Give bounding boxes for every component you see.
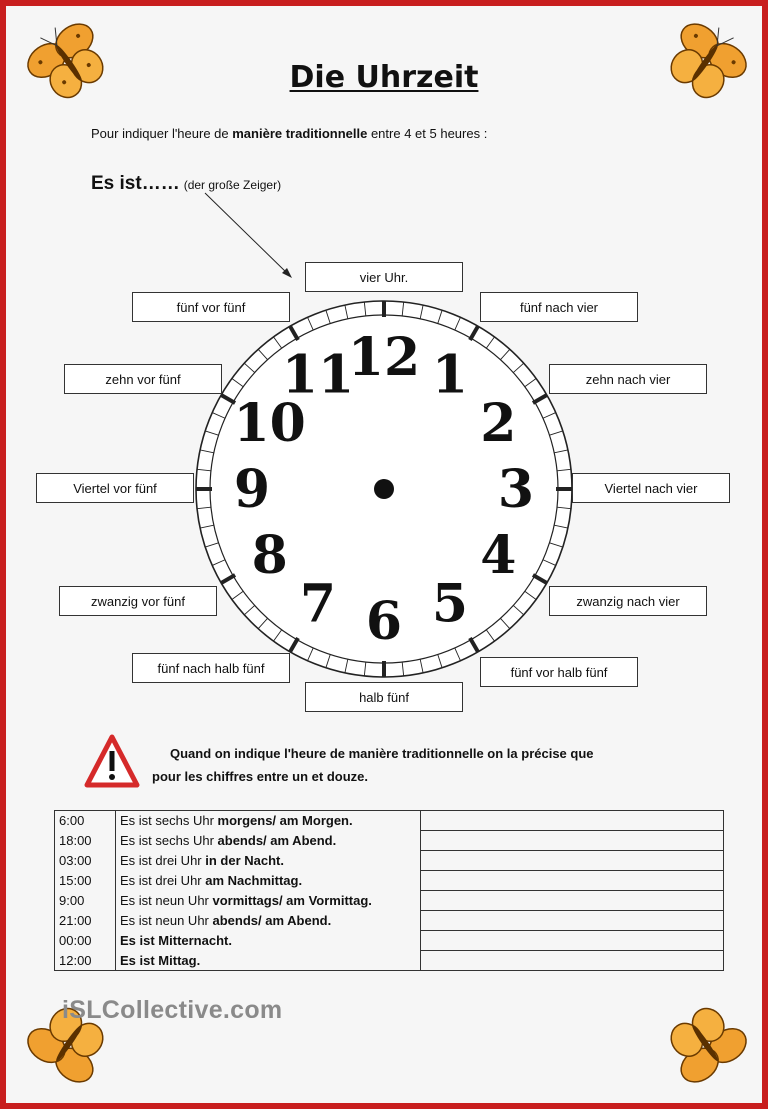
time-cell: 18:00: [55, 831, 116, 851]
sentence-bold: abends/ am Abend.: [212, 913, 332, 928]
intro-after: entre 4 et 5 heures :: [367, 126, 488, 141]
clock-number: 8: [251, 525, 288, 586]
clock-number: 2: [480, 393, 517, 454]
sentence-plain: Es ist sechs Uhr: [120, 833, 218, 848]
time-cell: 9:00: [55, 891, 116, 911]
warning-icon: [84, 734, 140, 790]
table-row: [55, 871, 724, 891]
es-ist-note: (der große Zeiger): [183, 178, 282, 192]
table-row: [55, 831, 724, 851]
sentence-cell: [116, 811, 421, 831]
label-zehn-vor-fuenf: zehn vor fünf: [64, 364, 222, 394]
label-fuenf-nach-vier: fünf nach vier: [480, 292, 638, 322]
page-title: Die Uhrzeit: [289, 60, 479, 95]
warning-line-2: pour les chiffres entre un et douze.: [152, 769, 368, 784]
answer-blank-cell[interactable]: [421, 871, 724, 891]
time-cell: 00:00: [55, 931, 116, 951]
sentence-bold: am Nachmittag.: [205, 873, 303, 888]
time-cell: 15:00: [55, 871, 116, 891]
sentence-plain: Es ist drei Uhr: [120, 853, 206, 868]
clock-number: 5: [431, 573, 469, 635]
sentence-plain: Es ist neun Uhr: [120, 913, 213, 928]
sentence-bold: abends/ am Abend.: [217, 833, 337, 848]
warning-line-1: Quand on indique l'heure de manière traditionnelle on la précise que: [170, 746, 594, 761]
label-vier-uhr: vier Uhr.: [305, 262, 463, 292]
time-cell: 21:00: [55, 911, 116, 931]
table-row: [55, 931, 724, 951]
intro-bold: manière traditionnelle: [232, 126, 368, 141]
clock-number: 10: [233, 393, 306, 454]
sentence-cell: [116, 831, 421, 851]
clock-number: 3: [497, 459, 535, 520]
clock-number: 6: [365, 591, 403, 652]
sentence-bold: vormittags/ am Vormittag.: [212, 893, 372, 908]
sentence-cell: [116, 871, 421, 891]
answer-blank-cell[interactable]: [421, 891, 724, 911]
time-cell: 03:00: [55, 851, 116, 871]
table-row: [55, 951, 724, 971]
label-zehn-nach-vier: zehn nach vier: [549, 364, 707, 394]
sentence-cell: [116, 891, 421, 911]
answer-blank-cell[interactable]: [421, 911, 724, 931]
label-zwanzig-vor-fuenf: zwanzig vor fünf: [59, 586, 217, 616]
answer-blank-cell[interactable]: [421, 851, 724, 871]
sentence-cell: [116, 851, 421, 871]
sentence-bold: in der Nacht.: [205, 853, 284, 868]
label-fuenf-vor-fuenf: fünf vor fünf: [132, 292, 290, 322]
label-halb-fuenf: halb fünf: [305, 682, 463, 712]
time-cell: 12:00: [55, 951, 116, 971]
label-viertel-nach-vier: Viertel nach vier: [572, 473, 730, 503]
sentence-cell: [116, 911, 421, 931]
answer-blank-cell[interactable]: [421, 951, 724, 971]
sentence-bold: Es ist Mittag.: [120, 952, 201, 968]
clock-number: 9: [233, 459, 271, 520]
sentence-plain: Es ist drei Uhr: [120, 873, 206, 888]
table-row: [55, 851, 724, 871]
sentence-plain: Es ist sechs Uhr: [120, 813, 218, 829]
label-fuenf-vor-halb-fuenf: fünf vor halb fünf: [480, 657, 638, 687]
clock-number: 7: [299, 573, 337, 635]
sentence-bold: morgens/ am Morgen.: [217, 813, 353, 829]
clock-center-dot: [374, 479, 394, 499]
clock-number: 12: [347, 327, 421, 388]
clock-number: 11: [281, 344, 355, 406]
time-cell: 6:00: [55, 811, 116, 831]
times-table: [54, 810, 724, 971]
answer-blank-cell[interactable]: [421, 931, 724, 951]
sentence-bold: Es ist Mitternacht.: [120, 933, 232, 948]
answer-blank-cell[interactable]: [421, 811, 724, 831]
warning-text: [152, 742, 594, 788]
sentence-cell: [116, 951, 421, 971]
sentence-cell: [116, 931, 421, 951]
clock-number: 1: [431, 344, 469, 406]
label-viertel-vor-fuenf: Viertel vor fünf: [36, 473, 194, 503]
table-row: [55, 811, 724, 831]
table-row: [55, 891, 724, 911]
intro-before: Pour indiquer l'heure de: [91, 126, 233, 141]
clock-number: 4: [480, 525, 517, 586]
es-ist-text: Es ist……: [91, 173, 180, 194]
brand-logo-text: iSLCollective.com: [62, 996, 283, 1024]
sentence-plain: Es ist neun Uhr: [120, 893, 213, 908]
answer-blank-cell[interactable]: [421, 831, 724, 851]
table-row: [55, 911, 724, 931]
label-fuenf-nach-halb-fuenf: fünf nach halb fünf: [132, 653, 290, 683]
label-zwanzig-nach-vier: zwanzig nach vier: [549, 586, 707, 616]
